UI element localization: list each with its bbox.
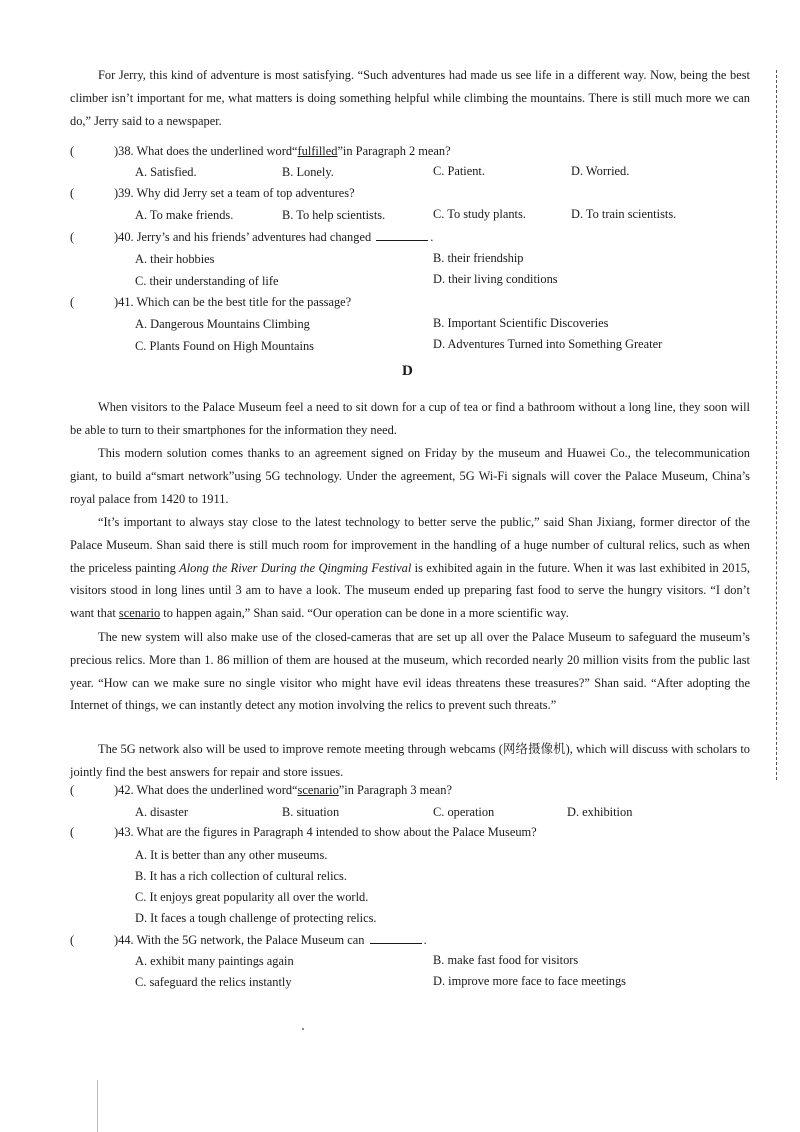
section-heading-d: D xyxy=(402,363,413,379)
answer-bracket[interactable]: ( xyxy=(70,230,75,244)
underlined-word: fulfilled xyxy=(297,144,338,158)
question-stem: )42. What does the underlined word“scenario”in Paragraph 3 mean? xyxy=(114,783,452,797)
question-38 xyxy=(70,140,750,162)
question-stem: )44. With the 5G network, the Palace Museum can . xyxy=(114,933,427,947)
option-a[interactable]: A. Dangerous Mountains Climbing xyxy=(135,317,310,331)
option-b[interactable]: B. situation xyxy=(282,805,340,819)
question-stem: )38. What does the underlined word“fulfilled”in Paragraph 2 mean? xyxy=(114,144,451,158)
question-43 xyxy=(70,821,750,843)
passage-d-paragraph-2: This modern solution comes thanks to an agreement signed on Friday by the museum and Huawei Co., the telecommunication giant, to build a“smart network”using 5G technology. Under the agreement, 5G Wi-Fi signals will cover the Palace Museum, China’s royal palace from 1420 to 1911. xyxy=(70,446,750,506)
option-a[interactable]: A. disaster xyxy=(135,805,188,819)
passage-c-paragraph: For Jerry, this kind of adventure is most satisfying. “Such adventures had made us see life in a different way. Now, being the best climber isn’t important for me, what matters is doing something helpful while climbing the mountains. There is still much more we can do,” Jerry said to a newspaper. xyxy=(70,68,750,128)
option-c[interactable]: C. safeguard the relics instantly xyxy=(135,975,292,989)
option-a[interactable]: A. To make friends. xyxy=(135,208,234,222)
option-a[interactable]: A. Satisfied. xyxy=(135,165,197,179)
answer-bracket[interactable]: ( xyxy=(70,295,75,309)
question-42 xyxy=(70,779,750,801)
option-c[interactable]: C. operation xyxy=(433,805,495,819)
cut-line-divider xyxy=(776,70,777,780)
option-d[interactable]: D. Worried. xyxy=(571,164,630,178)
option-c[interactable]: C. Patient. xyxy=(433,164,485,178)
answer-bracket[interactable]: ( xyxy=(70,144,75,158)
option-d[interactable]: D. their living conditions xyxy=(433,272,558,286)
option-c[interactable]: C. To study plants. xyxy=(433,207,526,221)
question-41 xyxy=(70,291,750,313)
option-b[interactable]: B. Important Scientific Discoveries xyxy=(433,316,609,330)
option-a[interactable]: A. exhibit many paintings again xyxy=(135,954,294,968)
passage-d-paragraph-4: The new system will also make use of the closed-cameras that are set up all over the Palace Museum to safeguard the museum’s precious relics. More than 1. 86 million of them are housed at the museum, which recorded nearly 20 million visits from the public last year. “How can we make sure no single visitor who might have evil ideas threatens these treasures?” Shan said. “After adopting the Internet of things, we can instantly detect any motion involving the relics to prevent such threats.” xyxy=(70,630,750,713)
option-c[interactable]: C. their understanding of life xyxy=(135,274,279,288)
question-stem: )43. What are the figures in Paragraph 4 intended to show about the Palace Museum? xyxy=(114,825,537,839)
answer-blank[interactable] xyxy=(376,228,428,241)
answer-bracket[interactable]: ( xyxy=(70,783,75,797)
binding-margin-line xyxy=(97,1080,98,1132)
question-39 xyxy=(70,182,750,204)
question-stem: )40. Jerry’s and his friends’ adventures had changed . xyxy=(114,230,434,244)
option-d[interactable]: D. Adventures Turned into Something Greater xyxy=(433,337,663,351)
option-b[interactable]: B. It has a rich collection of cultural relics. xyxy=(135,869,347,883)
option-d[interactable]: D. It faces a tough challenge of protecting relics. xyxy=(135,911,377,925)
question-stem: )41. Which can be the best title for the passage? xyxy=(114,295,352,309)
option-d[interactable]: D. exhibition xyxy=(567,805,633,819)
passage-d-paragraph-1: When visitors to the Palace Museum feel a need to sit down for a cup of tea or find a bathroom without a long line, they soon will be able to turn to their smartphones for the information they need. xyxy=(70,400,750,437)
option-b[interactable]: B. their friendship xyxy=(433,251,524,265)
option-a[interactable]: A. It is better than any other museums. xyxy=(135,848,328,862)
option-b[interactable]: B. make fast food for visitors xyxy=(433,953,579,967)
question-44 xyxy=(70,929,750,951)
question-40 xyxy=(70,226,750,248)
option-d[interactable]: D. To train scientists. xyxy=(571,207,677,221)
option-b[interactable]: B. To help scientists. xyxy=(282,208,386,222)
option-b[interactable]: B. Lonely. xyxy=(282,165,334,179)
answer-blank[interactable] xyxy=(370,931,422,944)
answer-bracket[interactable]: ( xyxy=(70,825,75,839)
painting-title: Along the River During the Qingming Festival xyxy=(179,560,412,575)
option-a[interactable]: A. their hobbies xyxy=(135,252,215,266)
option-c[interactable]: C. It enjoys great popularity all over the world. xyxy=(135,890,369,904)
answer-bracket[interactable]: ( xyxy=(70,933,75,947)
underlined-word: scenario xyxy=(118,606,161,621)
option-d[interactable]: D. improve more face to face meetings xyxy=(433,974,627,988)
option-c[interactable]: C. Plants Found on High Mountains xyxy=(135,339,314,353)
passage-d-paragraph-5: The 5G network also will be used to improve remote meeting through webcams (网络摄像机), which will discuss with scholars to jointly find the best answers for repair and store issues. xyxy=(70,742,750,779)
answer-bracket[interactable]: ( xyxy=(70,186,75,200)
underlined-word: scenario xyxy=(297,783,339,797)
passage-d-paragraph-3: “It’s important to always stay close to the latest technology to better serve the public,” said Shan Jixiang, former director of the Palace Museum. Shan said there is still much room for improvement in the handling of a huge number of cultural relics, such as when the priceless painting Along the River During the Qingming Festival is exhibited again in the future. When it was last exhibited in 2015, visitors stood in long lines until 3 am to have a look. The museum ended up preparing fast food to serve the hungry visitors. “I don’t want that scenario to happen again,” Shan said. “Our operation can be done in a more scientific way. xyxy=(70,515,750,621)
question-stem: )39. Why did Jerry set a team of top adventures? xyxy=(114,186,355,200)
scan-speck xyxy=(302,1028,304,1030)
